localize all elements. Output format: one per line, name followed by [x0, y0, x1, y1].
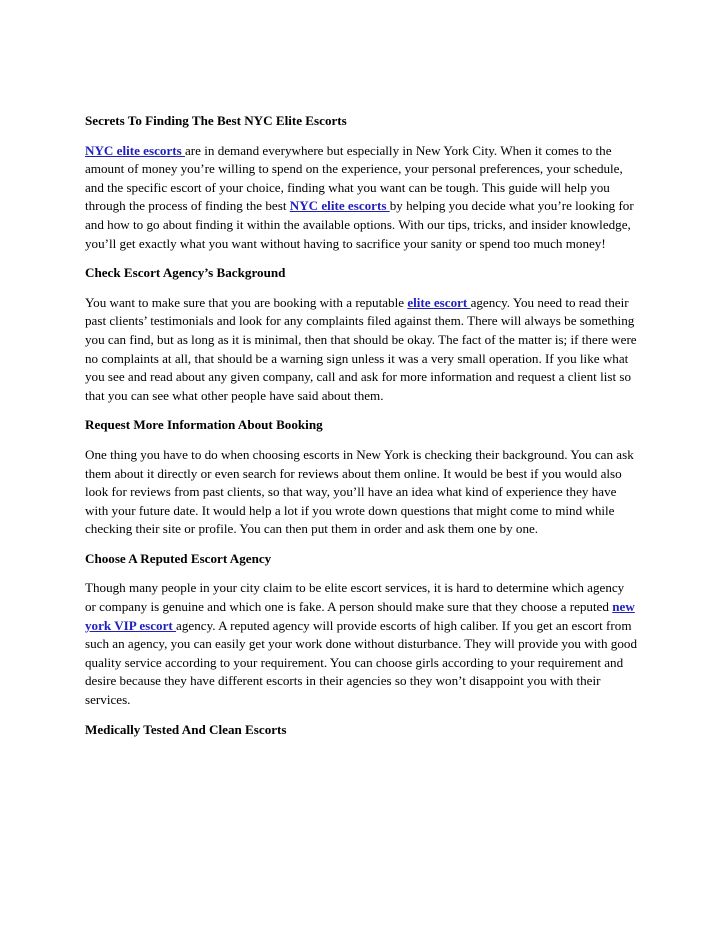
section3-text-2: agency. A reputed agency will provide escorts of high caliber. If you get an escort from such an agency, you can easily get your work done without disturbance. They will provide you with good quality service according to your requirement. You can choose girls according to your requirement and desire because they have different escorts in their agencies so they won’t disappoint you with their services.	[85, 617, 637, 708]
intro-paragraph	[85, 142, 637, 254]
intro-text-2: by helping you decide what you’re looking for and how to go about finding it within the available options. With our tips, tricks, and insider knowledge, you’ll get exactly what you want without having to sacrifice your sanity or spend too much money!	[85, 198, 634, 251]
section-heading-medical: Medically Tested And Clean Escorts	[85, 721, 287, 737]
section-paragraph-booking: One thing you have to do when choosing escorts in New York is checking their background. You can ask them about it directly or even search for reviews about them online. It would be best if you would also look for reviews from past clients, so that way, you’ll have an idea what kind of experience they have with your future date. It would help a lot if you wrote down questions that might come to mind while checking their site or profile. You can then put them in order and ask them one by one.	[85, 446, 634, 537]
section1-text-1: You want to make sure that you are booking with a reputable	[85, 294, 408, 310]
section-paragraph-background	[85, 294, 637, 406]
nyc-elite-escorts-link-2[interactable]: NYC elite escorts	[289, 198, 390, 214]
document-body	[85, 112, 637, 750]
section-heading-background: Check Escort Agency’s Background	[85, 265, 286, 281]
section-heading-agency: Choose A Reputed Escort Agency	[85, 550, 272, 566]
section1-text-2: agency. You need to read their past clients’ testimonials and look for any complaints filed against them. There will always be something you can find, but as long as it is minimal, then that should be okay. The fact of the matter is; if there were no complaints at all, that should be a warning sign unless it was a very small operation. If you like what you see and read about any given company, call and ask for more information and request a client list so that you can see what other people have said about them.	[85, 294, 637, 403]
document-title: Secrets To Finding The Best NYC Elite Escorts	[85, 113, 347, 128]
new-york-vip-escort-link[interactable]: new york VIP escort	[85, 599, 635, 633]
elite-escort-link[interactable]: elite escort	[407, 294, 471, 310]
intro-text-1: are in demand everywhere but especially in New York City. When it comes to the amount of money you’re willing to spend on the experience, your personal preferences, your schedule, and the specific escort of your choice, finding what you want can be tough. This guide will help you through the process of finding the best	[85, 142, 623, 214]
section3-text-1: Though many people in your city claim to be elite escort services, it is hard to determine which agency or company is genuine and which one is fake. A person should make sure that they choose a reputed	[85, 580, 625, 615]
nyc-elite-escorts-link[interactable]: NYC elite escorts	[85, 142, 185, 158]
section-paragraph-agency	[85, 579, 637, 709]
section-heading-booking: Request More Information About Booking	[85, 417, 323, 433]
